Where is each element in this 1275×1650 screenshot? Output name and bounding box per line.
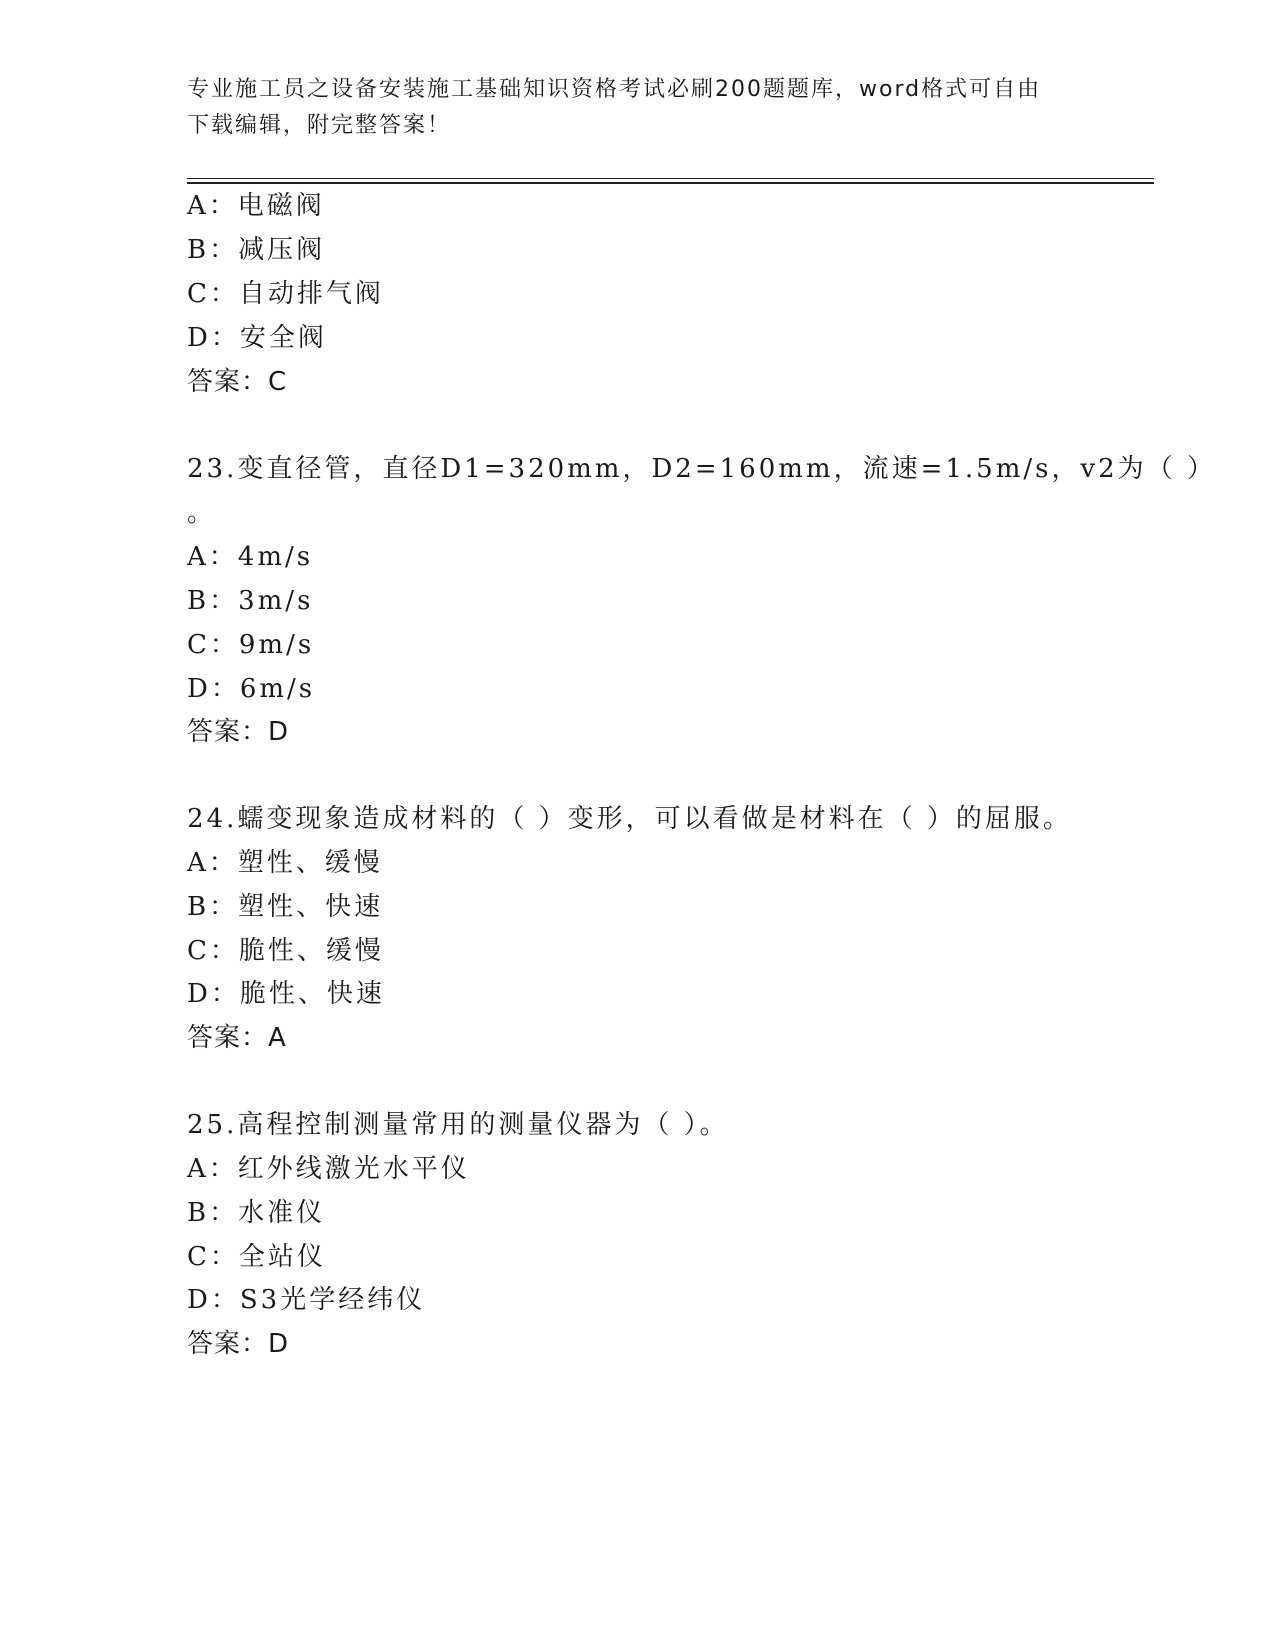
q25-stem: 25.高程控制测量常用的测量仪器为（ ）。 — [187, 1110, 729, 1140]
q25-option-c: C：全站仪 — [187, 1242, 326, 1272]
q25-option-d: D：S3光学经纬仪 — [187, 1285, 426, 1315]
document-header — [187, 72, 1067, 144]
q24-stem: 24.蠕变现象造成材料的（ ）变形，可以看做是材料在（ ）的屈服。 — [187, 804, 1072, 834]
q22-answer: 答案：C — [187, 367, 288, 397]
q23-option-a: A：4m/s — [187, 542, 314, 572]
q25-option-a: A：红外线激光水平仪 — [187, 1154, 470, 1184]
q24-answer: 答案：A — [187, 1023, 287, 1053]
q24-option-c: C：脆性、缓慢 — [187, 936, 384, 966]
q24-option-a: A：塑性、缓慢 — [187, 848, 383, 878]
header-divider-thin — [187, 178, 1154, 179]
header-line-1: 专业施工员之设备安装施工基础知识资格考试必刷200题题库，word格式可自由 — [187, 77, 1042, 102]
q22-option-b: B：减压阀 — [187, 235, 326, 265]
header-line-2: 下载编辑，附完整答案！ — [187, 113, 452, 138]
header-divider-thick — [187, 182, 1154, 184]
q24-option-b: B：塑性、快速 — [187, 892, 384, 922]
q25-option-b: B：水准仪 — [187, 1198, 326, 1228]
q24-option-d: D：脆性、快速 — [187, 979, 385, 1009]
q22-option-d: D：安全阀 — [187, 323, 327, 353]
q22-option-a: A：电磁阀 — [187, 191, 325, 221]
q23-option-c: C：9m/s — [187, 630, 315, 660]
q23-option-d: D：6m/s — [187, 674, 316, 704]
q23-answer: 答案：D — [187, 717, 290, 747]
q22-option-c: C：自动排气阀 — [187, 279, 384, 309]
q23-option-b: B：3m/s — [187, 586, 314, 616]
q23-stem-continuation: 。 — [187, 498, 217, 528]
q23-stem: 23.变直径管，直径D1=320mm，D2=160mm，流速=1.5m/s，v2为（ ） — [187, 454, 1216, 484]
q25-answer: 答案：D — [187, 1329, 290, 1359]
